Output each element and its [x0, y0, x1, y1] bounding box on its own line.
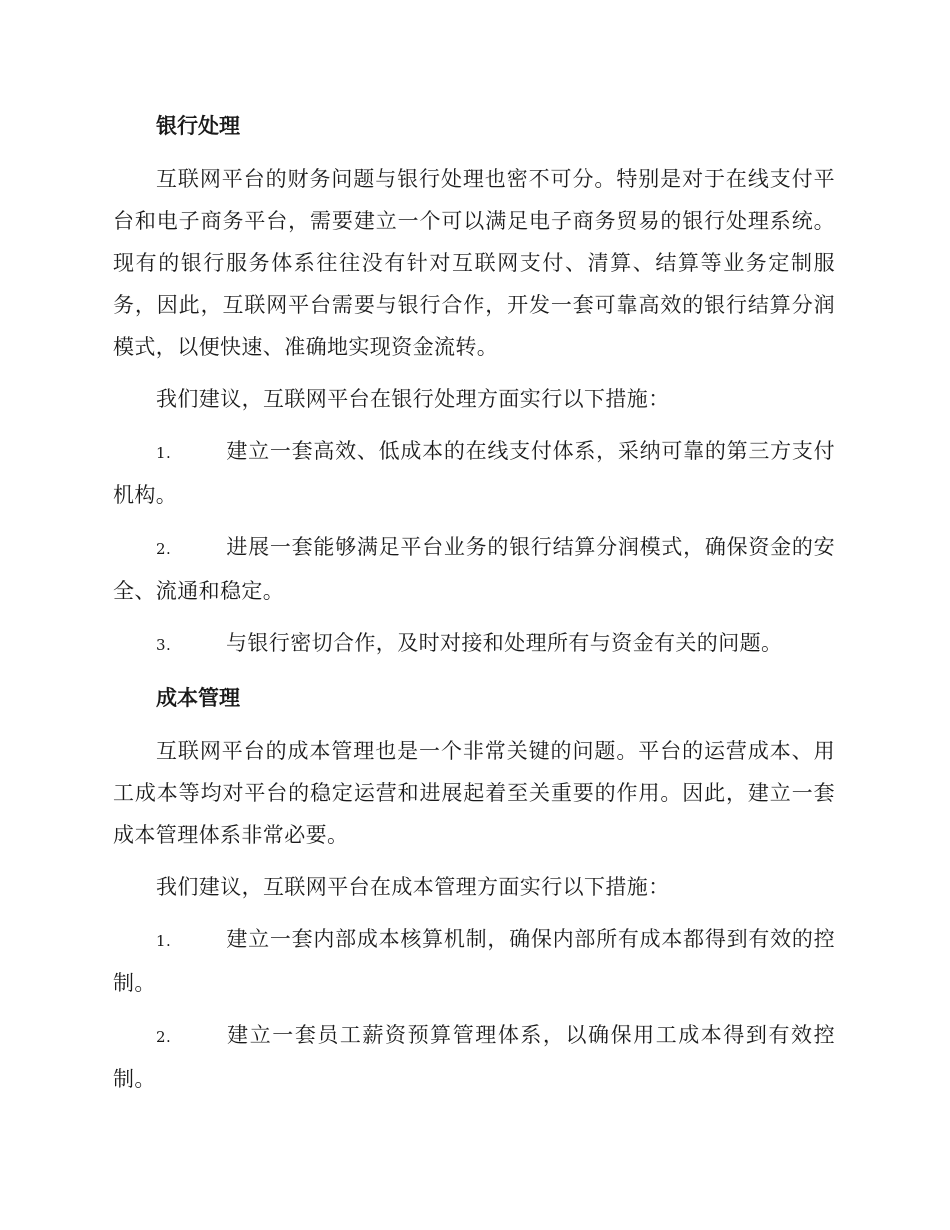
- list-item-number: 1.: [156, 932, 172, 950]
- paragraph: 互联网平台的成本管理也是一个非常关键的问题。平台的运营成本、用工成本等均对平台的稳定运营和进展起着至关重要的作用。因此，建立一套成本管理体系非常必要。: [113, 739, 835, 847]
- list-item: [113, 918, 835, 1004]
- list-item-number: 3.: [156, 636, 172, 654]
- list-item-number: 2.: [156, 1028, 172, 1046]
- paragraph: 我们建议，互联网平台在成本管理方面实行以下措施：: [156, 875, 670, 899]
- list-item-number: 1.: [156, 444, 172, 462]
- list-item: [113, 526, 835, 612]
- list-item-text: 与银行密切合作，及时对接和处理所有与资金有关的问题。: [226, 631, 783, 655]
- section-heading-bank: 银行处理: [156, 114, 240, 138]
- list-item-text: 建立一套高效、低成本的在线支付体系，采纳可靠的第三方支付机构。: [113, 439, 835, 507]
- paragraph: 互联网平台的财务问题与银行处理也密不可分。特别是对于在线支付平台和电子商务平台，需要建立一个可以满足电子商务贸易的银行处理系统。现有的银行服务体系往往没有针对互联网支付、清算、结算等业务定制服务，因此，互联网平台需要与银行合作，开发一套可靠高效的银行结算分润模式，以便快速、准确地实现资金流转。: [113, 167, 835, 359]
- list-item: [113, 430, 835, 516]
- list-item-text: 进展一套能够满足平台业务的银行结算分润模式，确保资金的安全、流通和稳定。: [113, 535, 835, 603]
- list-item: [113, 622, 835, 666]
- paragraph: 我们建议，互联网平台在银行处理方面实行以下措施：: [156, 387, 670, 411]
- list-item-number: 2.: [156, 540, 172, 558]
- section-heading-cost: 成本管理: [156, 686, 240, 710]
- list-item-text: 建立一套员工薪资预算管理体系，以确保用工成本得到有效控制。: [113, 1023, 835, 1091]
- document-body: [113, 104, 835, 1110]
- list-item: [113, 1014, 835, 1100]
- list-item-text: 建立一套内部成本核算机制，确保内部所有成本都得到有效的控制。: [113, 927, 835, 995]
